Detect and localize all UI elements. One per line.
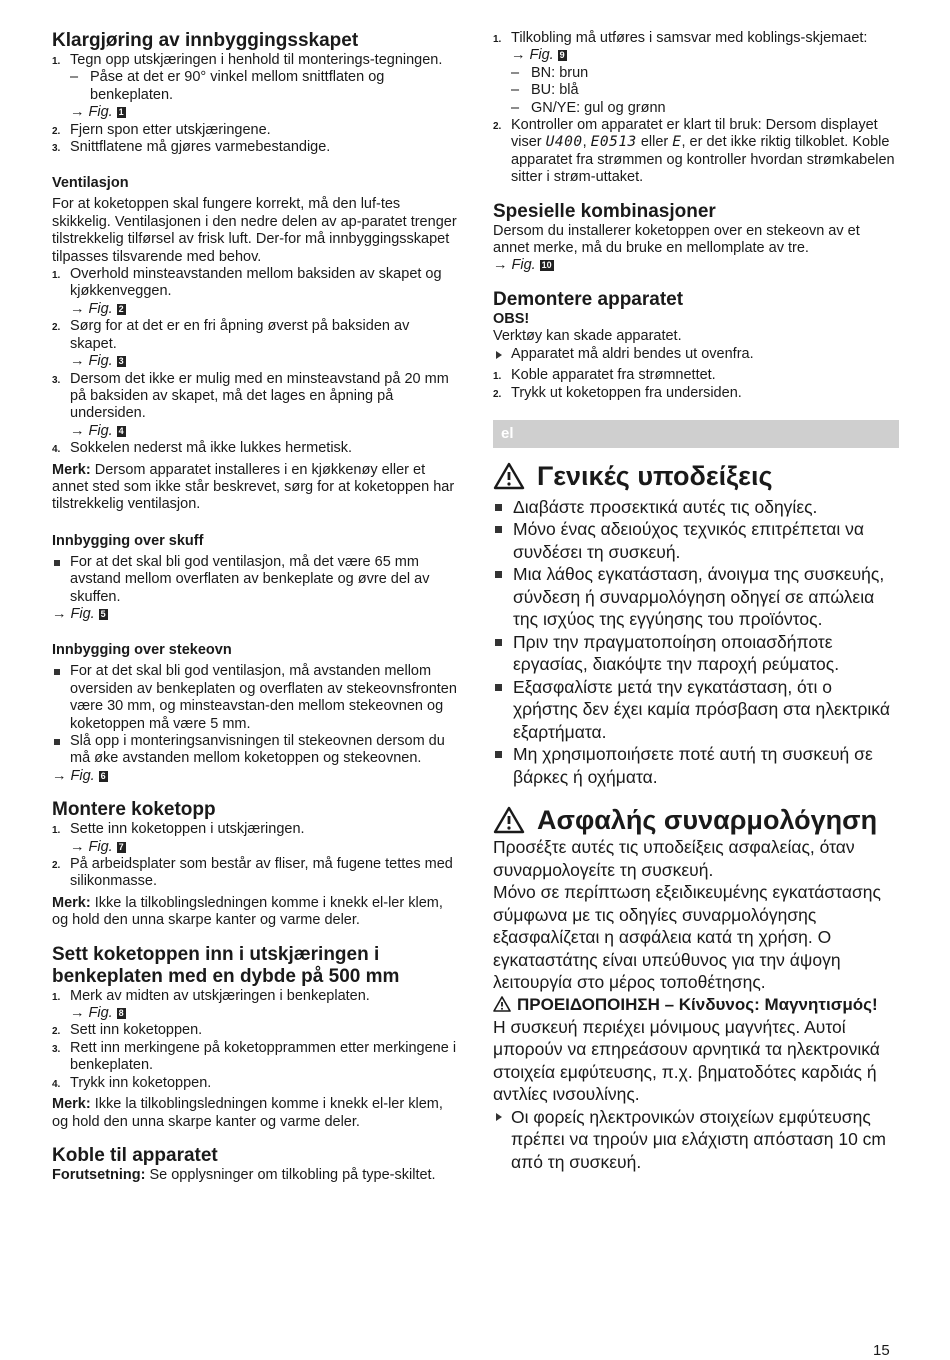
- paragraph: Μόνο σε περίπτωση εξειδικευμένης εγκατάστασης σύμφωνα με τις οδηγίες συναρμολόγησης εξασφαλίζεται η ασφάλεια κατά τη χρήση. Ο εγκαταστάτης είναι υπεύθυνος για την άψογη λειτουργία στο μέρος τοποθέτησης.: [493, 882, 881, 993]
- arrow-icon: →: [70, 422, 85, 439]
- numbered-list: [52, 52, 457, 156]
- separator: ,: [582, 134, 587, 151]
- item-text: Apparatet må aldri bendes ut ovenfra.: [511, 345, 754, 362]
- arrow-icon: →: [52, 605, 67, 622]
- item-number: 4.: [52, 1078, 61, 1090]
- section-title: Koble til apparatet: [52, 1144, 218, 1166]
- notice-label: [493, 311, 899, 328]
- item-text: Dersom det ikke er mulig med en minsteavstand på 20 mm på baksiden av skapet, må det lages en åpning på undersiden.: [70, 370, 449, 422]
- fig-number-badge: 3: [118, 356, 124, 367]
- item-text: Sett inn koketoppen.: [70, 1022, 203, 1039]
- item-number: 1.: [493, 371, 502, 383]
- title-text: Γενικές υποδείξεις: [537, 460, 773, 491]
- fig-number-badge: 1: [118, 107, 124, 118]
- display-code: E: [672, 134, 682, 151]
- item-text: Sette inn koketoppen i utskjæringen.: [70, 821, 305, 838]
- fig-number-badge: 7: [118, 841, 124, 852]
- language-bar: el: [493, 420, 899, 448]
- item-text: Rett inn merkingene på koketopprammen etter merkingene i benkeplaten.: [70, 1039, 457, 1074]
- figure-reference: [52, 768, 457, 785]
- fig-label: Fig.: [511, 257, 536, 274]
- display-code: U400: [545, 134, 583, 151]
- bullet-list: [493, 496, 899, 789]
- fig-label: Fig.: [88, 422, 113, 439]
- bullet-item: Διαβάστε προσεκτικά αυτές τις οδηγίες.: [493, 496, 899, 519]
- note: [52, 1096, 457, 1131]
- item-text: Sokkelen nederst må ikke lukkes hermetisk.: [70, 440, 353, 457]
- item-text: For at det skal bli god ventilasjon, må avstanden mellom oversiden av benkeplaten og overflaten av stekeovnsfronten være 30 mm, og minsteavstan-den mellom stekeovnen og koketoppen må være 5 mm.: [70, 663, 457, 732]
- figure-reference: [493, 47, 899, 64]
- paragraph: Η συσκευή περιέχει μόνιμους μαγνήτες. Αυτοί μπορούν να επηρεάσουν αρνητικά τα ηλεκτρονικά στοιχεία εμφύτευσης, π.χ. βηματοδότες καρδιάς ή αντλίες ινσουλίνης.: [493, 1016, 880, 1105]
- list-item: [493, 385, 899, 402]
- fig-label: Fig.: [88, 353, 113, 370]
- section-title: Sett koketoppen inn i utskjæringen i benkeplaten med en dybde på 500 mm: [52, 943, 400, 987]
- dash-item: [493, 82, 899, 99]
- item-text: GN/YE: gul og grønn: [531, 99, 666, 116]
- note: [52, 895, 457, 930]
- fig-label: Fig.: [88, 104, 113, 121]
- notice-text: Verktøy kan skade apparatet.: [493, 328, 682, 345]
- item-text: , er det ikke riktig tilkoblet. Koble apparatet fra strømmen og kontroller hvordan strømkabelen sitter i strøm-uttaket.: [511, 134, 895, 186]
- item-number: 2.: [52, 860, 61, 872]
- item-number: 2.: [493, 388, 502, 400]
- item-text: På arbeidsplater som består av fliser, må fugene tettes med silikonmasse.: [70, 856, 453, 890]
- item-text: Tilkobling må utføres i samsvar med koblings-skjemaet:: [511, 30, 868, 46]
- item-text: Slå opp i monteringsanvisningen til stekeovnen dersom du må øke avstanden mellom koketoppen og stekeovnen.: [70, 733, 445, 767]
- paragraph: Προσέξτε αυτές τις υποδείξεις ασφαλείας, όταν συναρμολογείτε τη συσκευή.: [493, 837, 855, 880]
- fig-label: Fig.: [88, 300, 113, 317]
- title-text: Ασφαλής συναρμολόγηση: [537, 805, 878, 836]
- left-column: [52, 30, 457, 1184]
- list-item: [52, 856, 457, 891]
- fig-label: Fig.: [70, 767, 95, 784]
- item-text: eller: [640, 134, 669, 151]
- fig-number-badge: 10: [541, 260, 552, 271]
- obs-label: OBS!: [493, 310, 530, 327]
- item-number: 1.: [52, 991, 61, 1003]
- figure-reference: [52, 839, 457, 856]
- bullet-list: [52, 554, 457, 606]
- bullet-item: Μη χρησιμοποιήσετε ποτέ αυτή τη συσκευή σε βάρκες ή οχήματα.: [493, 743, 899, 788]
- figure-reference: [52, 301, 457, 318]
- paragraph: For at koketoppen skal fungere korrekt, må den luf-tes skikkelig. Ventilasjonen i den nedre delen av ap-paratet trenger tilstrekkelig tilførsel av frisk luft. Der-for må innbyggingsskapet tilpasses tilsvarende med behov.: [52, 196, 457, 265]
- fig-number-badge: 9: [559, 50, 565, 61]
- dash-item: [493, 100, 899, 117]
- item-text: For at det skal bli god ventilasjon, må det være 65 mm avstand mellom overflaten av benkeplate og øvre del av skuffen.: [70, 553, 430, 605]
- warning-heading: [493, 994, 899, 1016]
- item-number: 2.: [52, 1026, 61, 1038]
- fig-number-badge: 8: [118, 1008, 124, 1019]
- action-item: [493, 346, 899, 363]
- arrow-icon: →: [70, 838, 85, 855]
- figure-reference: [52, 353, 457, 370]
- numbered-list: [493, 30, 899, 187]
- arrow-icon: →: [70, 104, 85, 121]
- item-text: Koble apparatet fra strømnettet.: [511, 367, 716, 384]
- warning-triangle-icon: [493, 462, 525, 490]
- note: [52, 462, 457, 514]
- item-text: Trykk inn koketoppen.: [70, 1074, 212, 1091]
- list-item: [52, 988, 457, 1005]
- action-item: Οι φορείς ηλεκτρονικών στοιχείων εμφύτευσης πρέπει να τηρούν μια ελάχιστη απόσταση 10 cm από τη συσκευή.: [493, 1106, 899, 1174]
- page-number: 15: [873, 1342, 890, 1359]
- list-item: [52, 1040, 457, 1075]
- fig-label: Fig.: [70, 605, 95, 622]
- greek-section-title: [493, 460, 899, 492]
- item-number: 2.: [52, 322, 61, 334]
- arrow-icon: →: [70, 300, 85, 317]
- figure-reference: [52, 104, 457, 121]
- bullet-item: [52, 554, 457, 606]
- list-item: [52, 1075, 457, 1092]
- action-list: [493, 346, 899, 363]
- arrow-icon: →: [70, 1005, 85, 1022]
- list-item: [493, 30, 899, 47]
- list-item: [52, 52, 457, 69]
- fig-number-badge: 5: [100, 608, 106, 619]
- figure-reference: [52, 1005, 457, 1022]
- bullet-item: Πριν την πραγματοποίηση οποιασδήποτε εργασίας, διακόψτε την παροχή ρεύματος.: [493, 631, 899, 676]
- list-item: [493, 367, 899, 384]
- bullet-item: Μόνο ένας αδειούχος τεχνικός επιτρέπεται να συνδέσει τη συσκευή.: [493, 518, 899, 563]
- dash-item: [52, 69, 457, 104]
- note-label: Merk:: [52, 461, 91, 478]
- subsection-title: Innbygging over skuff: [52, 532, 204, 549]
- list-item: [52, 821, 457, 838]
- item-number: 2.: [493, 121, 502, 133]
- item-text: Snittflatene må gjøres varmebestandige.: [70, 139, 331, 156]
- figure-reference: [52, 423, 457, 440]
- arrow-icon: →: [511, 47, 526, 64]
- note-text: Ikke la tilkoblingsledningen komme i knekk el-ler klem, og hold den unna skarpe kanter og varme deler.: [52, 1096, 443, 1130]
- prerequisite-text: Se opplysninger om tilkobling på type-skiltet.: [149, 1166, 436, 1183]
- fig-label: Fig.: [88, 838, 113, 855]
- bullet-item: Εξασφαλίστε μετά την εγκατάσταση, ότι ο χρήστης δεν έχει καμία πρόσβαση στα ηλεκτρικά εξαρτήματα.: [493, 676, 899, 744]
- item-text: Trykk ut koketoppen fra undersiden.: [511, 384, 742, 401]
- item-number: 1.: [52, 825, 61, 837]
- item-text: Påse at det er 90° vinkel mellom snittflaten og benkeplaten.: [90, 69, 385, 103]
- arrow-icon: →: [52, 767, 67, 784]
- item-text: Tegn opp utskjæringen i henhold til monterings-tegningen.: [70, 52, 443, 68]
- figure-reference: [52, 606, 457, 623]
- section-title: Demontere apparatet: [493, 288, 684, 310]
- display-code: E0513: [590, 134, 637, 151]
- item-number: 1.: [52, 270, 61, 282]
- note-label: Merk:: [52, 894, 91, 911]
- warning-triangle-icon: [493, 996, 511, 1012]
- numbered-list: [52, 988, 457, 1092]
- fig-number-badge: 6: [100, 770, 106, 781]
- warning-text: ΠΡΟΕΙΔΟΠΟΙΗΣΗ – Κίνδυνος: Μαγνητισμός!: [517, 994, 878, 1014]
- fig-label: Fig.: [529, 47, 554, 64]
- item-text: Sørg for at det er en fri åpning øverst på baksiden av skapet.: [70, 318, 410, 352]
- action-list: [493, 1106, 899, 1174]
- prerequisite-label: Forutsetning:: [52, 1166, 146, 1183]
- list-item: [52, 371, 457, 423]
- fig-number-badge: 4: [118, 425, 124, 436]
- list-item: [52, 122, 457, 139]
- bullet-item: Μια λάθος εγκατάσταση, άνοιγμα της συσκευής, σύνδεση ή συναρμολόγηση οδηγεί σε απώλεια της ισχύος της εγγύησης του προϊόντος.: [493, 563, 899, 631]
- note-text: Ikke la tilkoblingsledningen komme i knekk el-ler klem, og hold den unna skarpe kanter og varme deler.: [52, 894, 443, 929]
- item-text: BN: brun: [531, 64, 589, 81]
- list-item: [52, 1022, 457, 1039]
- item-number: 3.: [52, 374, 61, 386]
- paragraph: Dersom du installerer koketoppen over en stekeovn av et annet merke, må du bruke en mellomplate av tre.: [493, 222, 860, 257]
- item-text: BU: blå: [531, 82, 579, 99]
- right-column: [493, 30, 899, 1173]
- list-item: [52, 139, 457, 156]
- item-number: 1.: [493, 34, 502, 45]
- figure-reference: [493, 257, 899, 274]
- numbered-list: [52, 266, 457, 457]
- item-number: 3.: [52, 143, 61, 155]
- item-text: Overhold minsteavstanden mellom baksiden av skapet og kjøkkenveggen.: [70, 266, 442, 300]
- note-text: Dersom apparatet installeres i en kjøkkenøy eller et annet sted som ikke står beskrevet, sørg for at koketoppen har tilstrekkelig ventilasjon.: [52, 461, 455, 513]
- greek-section-title: [493, 804, 899, 836]
- list-item: [493, 117, 899, 187]
- bullet-list: [52, 663, 457, 767]
- note-label: Merk:: [52, 1096, 91, 1113]
- bullet-item: [52, 663, 457, 733]
- bullet-item: [52, 733, 457, 768]
- item-number: 3.: [52, 1043, 61, 1055]
- section-title: Spesielle kombinasjoner: [493, 200, 716, 222]
- list-item: [52, 318, 457, 353]
- fig-number-badge: 2: [118, 303, 124, 314]
- item-number: 2.: [52, 125, 61, 137]
- numbered-list: [493, 367, 899, 402]
- item-text: Fjern spon etter utskjæringene.: [70, 121, 271, 138]
- list-item: [52, 266, 457, 301]
- subsection-title: Innbygging over stekeovn: [52, 642, 232, 659]
- section-title: Klargjøring av innbyggingsskapet: [52, 30, 359, 51]
- arrow-icon: →: [70, 353, 85, 370]
- item-text: Merk av midten av utskjæringen i benkeplaten.: [70, 987, 370, 1004]
- numbered-list: [52, 821, 457, 891]
- list-item: [52, 440, 457, 457]
- warning-triangle-icon: [493, 806, 525, 834]
- arrow-icon: →: [493, 257, 508, 274]
- fig-label: Fig.: [88, 1005, 113, 1022]
- section-title: Montere koketopp: [52, 799, 216, 821]
- subsection-title: Ventilasjon: [52, 175, 129, 192]
- dash-item: [493, 65, 899, 82]
- item-text: Kontroller om apparatet er klart til bruk: Dersom displayet viser: [511, 117, 878, 151]
- item-number: 4.: [52, 444, 61, 456]
- item-number: 1.: [52, 56, 61, 67]
- prerequisite: [52, 1167, 457, 1184]
